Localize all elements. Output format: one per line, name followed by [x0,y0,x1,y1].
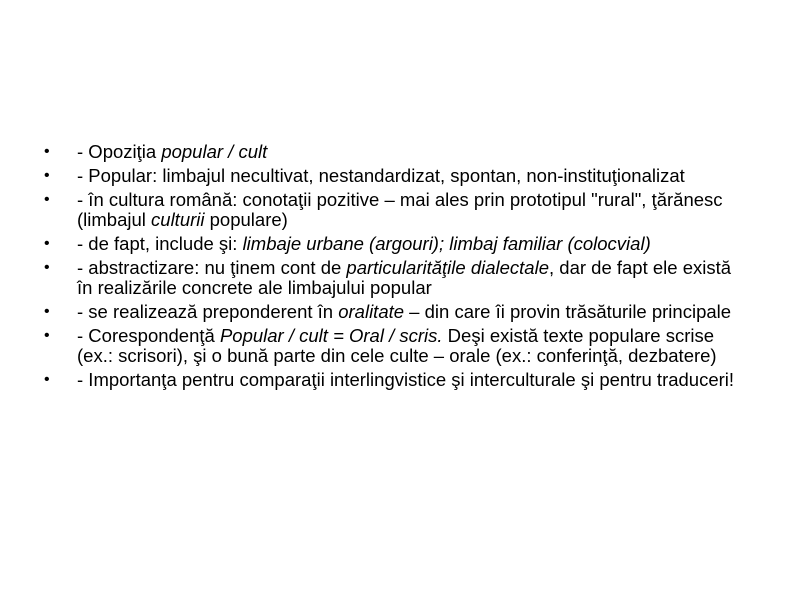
italic-text-segment: Popular / cult = Oral / scris. [219,324,443,346]
bullet-icon: • [44,371,50,389]
bullet-text [77,369,734,390]
italic-text-segment: culturii [151,209,205,231]
bullet-item [44,370,744,391]
text-segment: - se realizează preponderent în [77,300,339,322]
bullet-item [44,166,744,187]
bullet-item [44,302,744,323]
text-segment: - Importanţa pentru comparaţii interlingvistice şi interculturale şi pentru traduceri! [77,369,735,391]
italic-text-segment: particularităţile dialectale [346,256,549,278]
bullet-item [44,142,744,163]
bullet-item [44,326,744,367]
bullet-icon: • [44,302,50,320]
bullet-text [77,189,723,231]
bullet-icon: • [44,190,50,208]
text-segment: , dar de fapt ele există în realizările concrete ale limbajului popular [77,256,732,299]
bullet-item [44,190,744,231]
bullet-text [77,165,685,186]
italic-text-segment: limbaje urbane (argouri); limbaj familiar (colocvial) [242,232,651,254]
bullet-item [44,234,744,255]
bullet-icon: • [44,234,50,252]
text-segment: – din care îi provin trăsăturile principale [404,300,732,322]
text-segment: populare) [204,209,288,231]
text-segment: - de fapt, include şi: [77,232,243,254]
text-segment: - în cultura română: conotaţii pozitive – mai ales prin prototipul "rural", ţărănesc (limbajul [77,188,723,231]
text-segment: - Corespondenţă [77,324,220,346]
bullet-text [77,257,731,299]
bullet-text [77,233,651,254]
bullet-item [44,258,744,299]
text-segment: - Popular: limbajul necultivat, nestandardizat, spontan, non-instituţionalizat [77,164,685,186]
text-segment: Deşi există texte populare scrise (ex.: scrisori), şi o bună parte din cele culte – orale (ex.: conferinţă, dezbatere) [77,324,717,367]
text-segment: - Opoziţia [77,141,162,162]
bullet-text [77,325,717,367]
bullet-icon: • [44,258,50,276]
bullet-icon: • [44,166,50,184]
italic-text-segment: oralitate [338,300,405,322]
bullet-icon: • [44,326,50,344]
bullet-icon: • [44,143,50,160]
bullet-text [77,141,267,162]
italic-text-segment: popular / cult [161,141,268,162]
bullet-text [77,301,731,322]
bullet-list [44,142,744,394]
text-segment: - abstractizare: nu ţinem cont de [77,256,347,278]
